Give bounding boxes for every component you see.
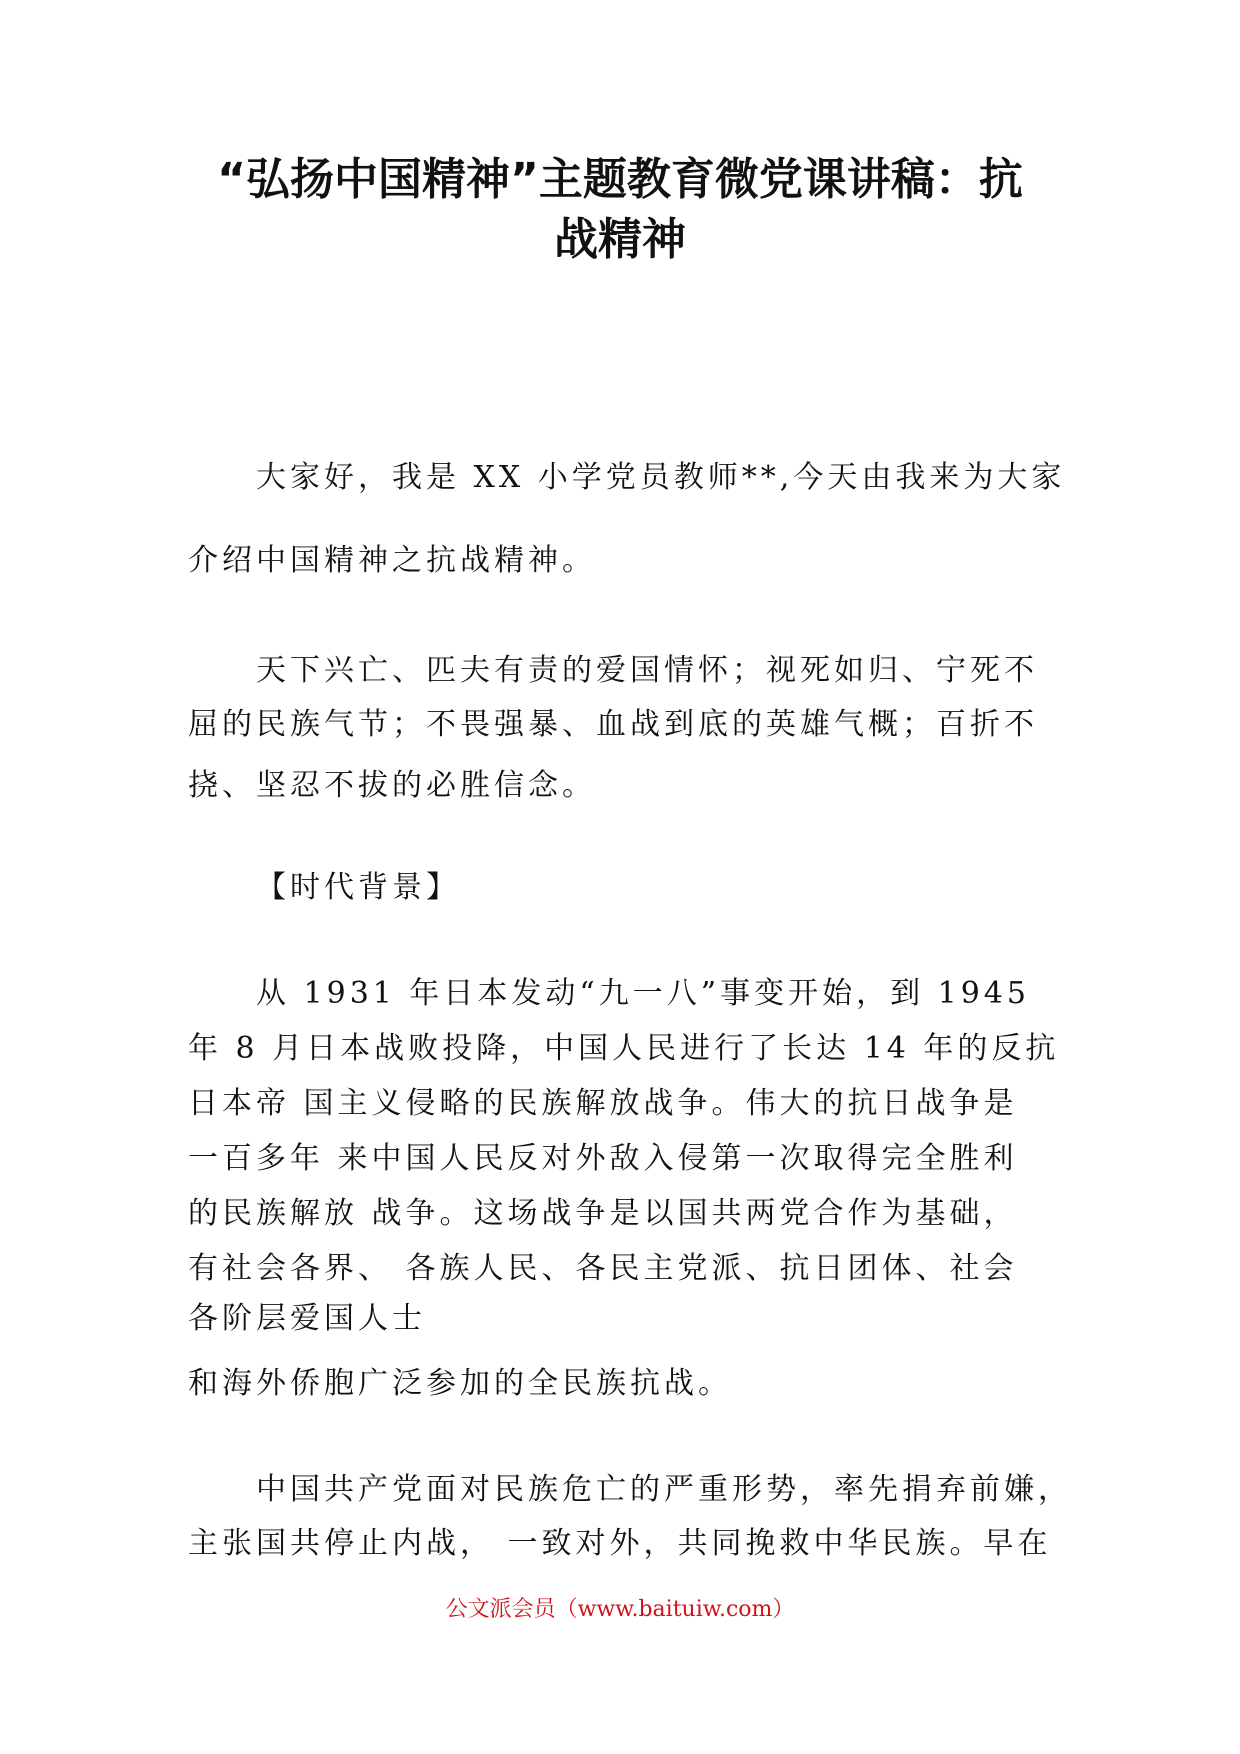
background-line-3: 日本帝 国主义侵略的民族解放战争。伟大的抗日战争是 [188,1086,1018,1121]
title-line-2: 战精神 [554,214,686,265]
background-line-1: 从 1931 年日本发动“九一八”事变开始，到 1945 [256,976,1030,1011]
spirit-line-2: 屈的民族气节；不畏强暴、血战到底的英雄气概；百折不 [188,707,1038,742]
background-line-5: 的民族解放 战争。这场战争是以国共两党合作为基础， [188,1196,1018,1231]
background-line-2: 年 8 月日本战败投降，中国人民进行了长达 14 年的反抗 [188,1031,1060,1066]
section-heading: 【时代背景】 [256,870,460,905]
party-line-2: 主张国共停止内战， 一致对外，共同挽救中华民族。早在 [188,1526,1052,1561]
spirit-line-3: 挠、坚忍不拔的必胜信念。 [188,768,596,803]
background-line-6: 有社会各界、 各族人民、各民主党派、抗日团体、社会 [188,1251,1018,1286]
party-line-1: 中国共产党面对民族危亡的严重形势，率先捐弃前嫌， [256,1472,1072,1507]
intro-line-1: 大家好，我是 XX 小学党员教师**,今天由我来为大家 [256,460,1066,495]
page-title [150,150,1090,270]
footer-watermark: 公文派会员（www.baituiw.com） [445,1597,795,1622]
intro-line-2: 介绍中国精神之抗战精神。 [188,543,596,578]
title-line-1: “弘扬中国精神”主题教育微党课讲稿：抗 [217,154,1023,205]
background-line-4: 一百多年 来中国人民反对外敌入侵第一次取得完全胜利 [188,1141,1018,1176]
spirit-line-1: 天下兴亡、匹夫有责的爱国情怀；视死如归、宁死不 [256,653,1038,688]
background-line-7: 各阶层爱国人士 [188,1301,426,1336]
background-line-8: 和海外侨胞广泛参加的全民族抗战。 [188,1366,732,1401]
